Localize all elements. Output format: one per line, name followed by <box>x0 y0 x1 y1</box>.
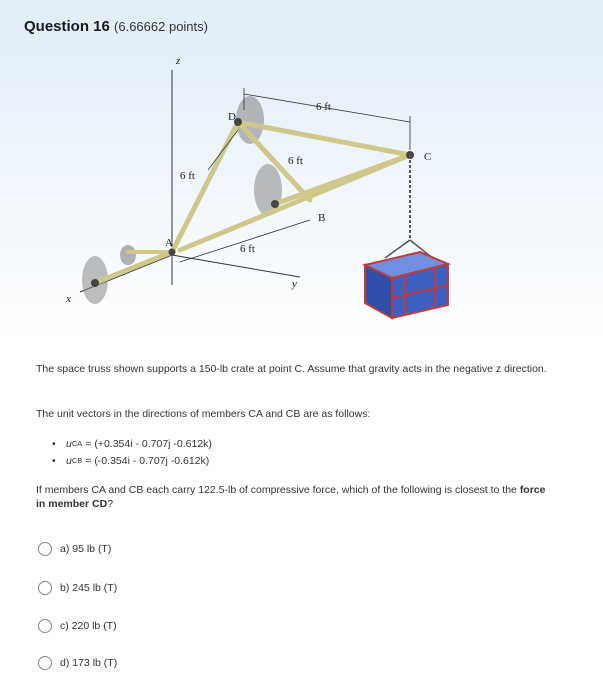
label-D: D <box>228 111 236 123</box>
dim-label-top: 6 ft <box>316 101 331 113</box>
option-b[interactable] <box>38 581 117 595</box>
dim-label-bottom: 6 ft <box>240 243 255 255</box>
joint-x-support <box>91 279 99 287</box>
radio-button[interactable] <box>38 619 52 633</box>
unit-vector-intro: The unit vectors in the directions of members CA and CB are as follows: <box>36 408 371 420</box>
question-prompt-text: If members CA and CB each carry 122.5-lb of compressive force, which of the following is closest to the <box>36 484 520 496</box>
question-prompt-end: ? <box>107 498 114 510</box>
vector-symbol: u <box>66 454 72 467</box>
bullet-dot: • <box>52 454 56 467</box>
socket-A-shadow <box>120 245 136 265</box>
vector-expression: = (+0.354i - 0.707j -0.612k) <box>85 437 212 450</box>
radio-button[interactable] <box>38 542 52 556</box>
bullet-dot: • <box>52 437 56 450</box>
vector-subscript: CA <box>71 439 83 448</box>
list-item <box>52 435 212 452</box>
label-y: y <box>292 278 297 290</box>
option-label: b) 245 lb (T) <box>60 582 118 594</box>
label-C: C <box>424 151 432 163</box>
list-item <box>52 452 212 469</box>
joint-B <box>271 200 279 208</box>
question-number: Question 16 <box>24 18 110 35</box>
radio-button[interactable] <box>38 656 52 670</box>
radio-button[interactable] <box>38 581 52 595</box>
label-z: z <box>176 55 181 67</box>
question-title <box>24 18 208 35</box>
option-a[interactable] <box>38 542 111 556</box>
joint-A <box>169 249 176 256</box>
label-x: x <box>66 293 71 305</box>
label-A: A <box>165 237 173 249</box>
label-B: B <box>318 212 326 224</box>
space-truss-figure <box>0 40 603 340</box>
dim-label-left: 6 ft <box>180 170 195 182</box>
unit-vector-list <box>52 435 212 469</box>
option-c[interactable] <box>38 619 117 633</box>
dim-label-diag: 6 ft <box>288 155 303 167</box>
option-label: d) 173 lb (T) <box>60 657 118 669</box>
question-prompt <box>36 483 556 511</box>
problem-statement: The space truss shown supports a 150-lb crate at point C. Assume that gravity acts in the negative z direction. <box>36 363 547 375</box>
vector-subscript: CB <box>71 456 83 465</box>
crate <box>365 252 448 318</box>
option-label: a) 95 lb (T) <box>60 543 112 555</box>
question-prompt-emphasis: force in member CD <box>36 484 546 510</box>
option-d[interactable] <box>38 656 117 670</box>
question-points: (6.66662 points) <box>114 19 208 34</box>
option-label: c) 220 lb (T) <box>60 620 117 632</box>
vector-symbol: u <box>66 437 72 450</box>
vector-expression: = (-0.354i - 0.707j -0.612k) <box>85 454 210 467</box>
